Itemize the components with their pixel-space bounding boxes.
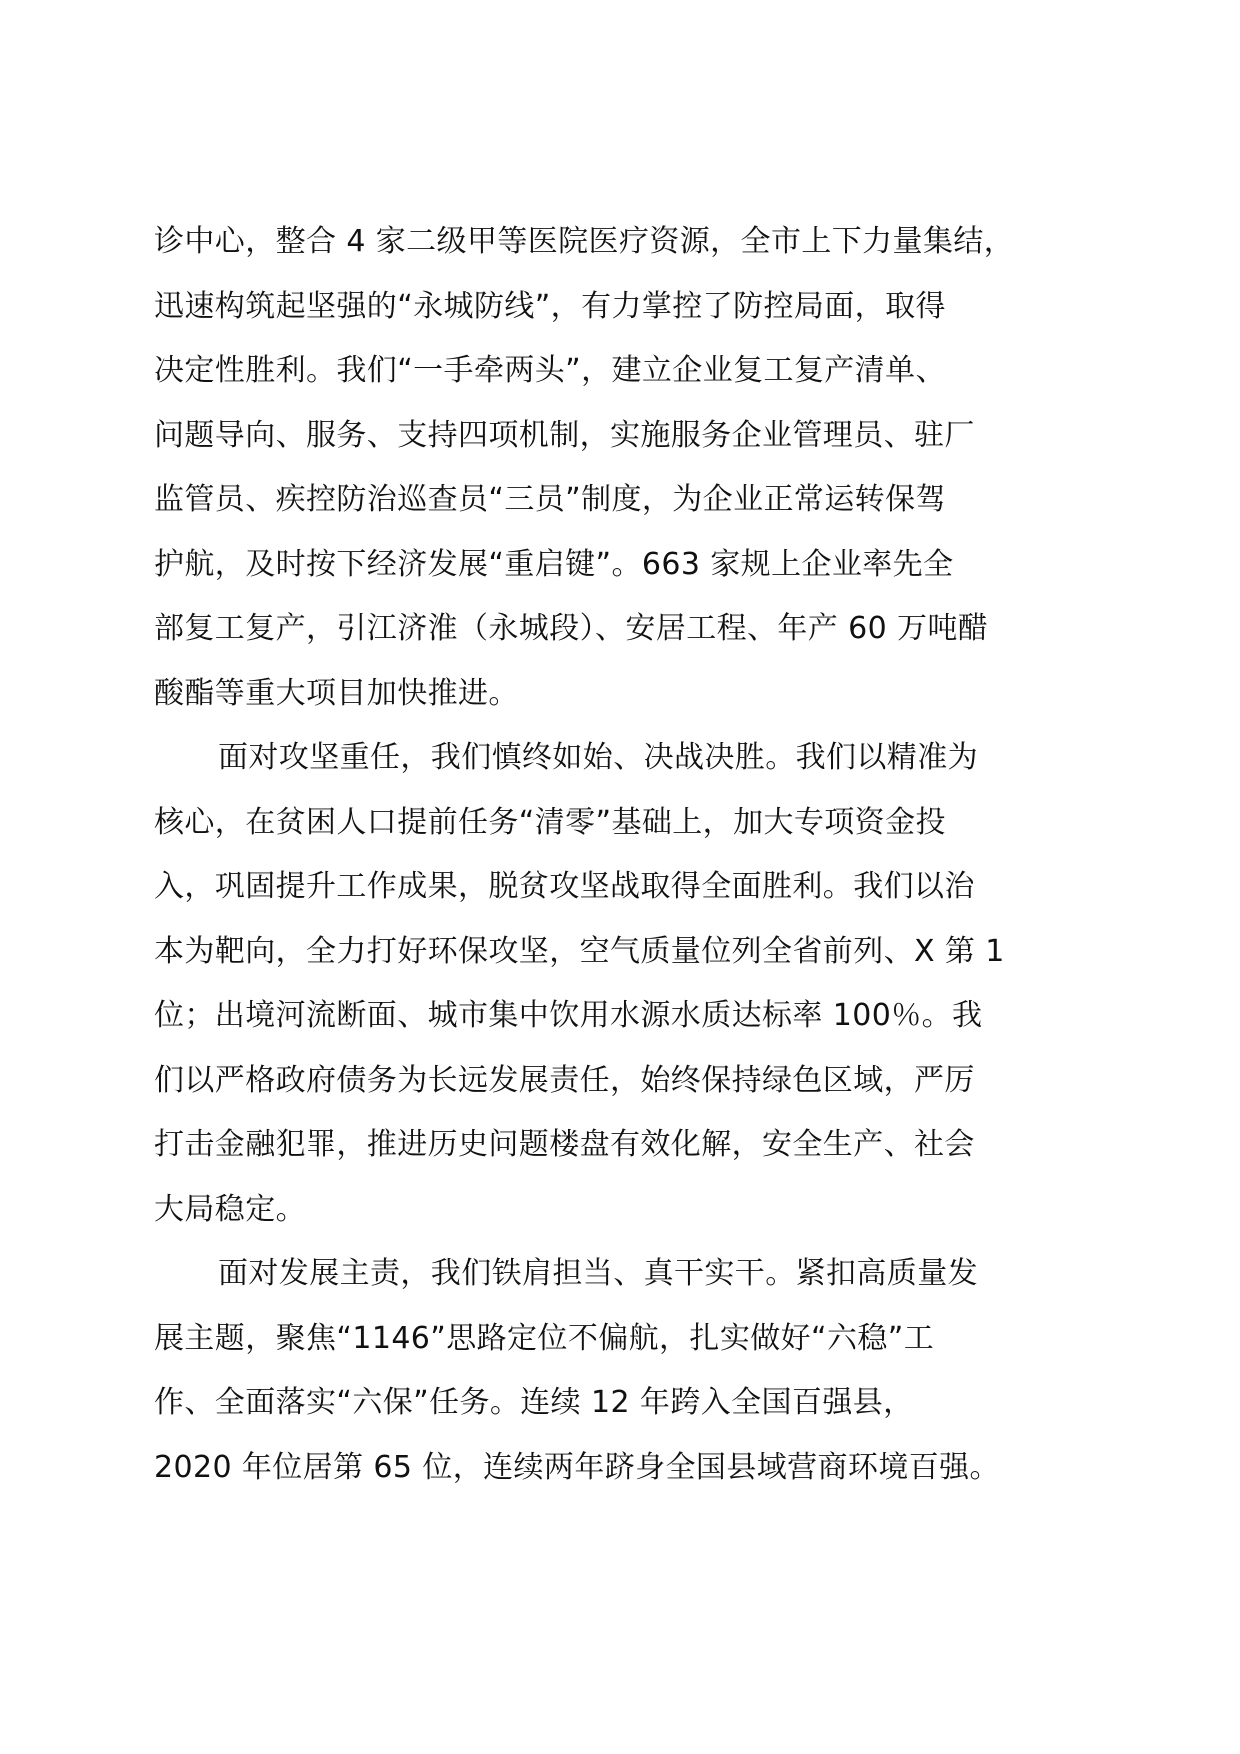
text-line-6: 护航，及时按下经济发展“重启键”。663 家规上企业率先全 bbox=[154, 546, 954, 582]
text-line-13: 位；出境河流断面、城市集中饮用水源水质达标率 100％。我 bbox=[154, 998, 983, 1033]
text-line-20: 2020 年位居第 65 位，连续两年跻身全国县域营商环境百强。 bbox=[154, 1449, 1000, 1485]
document-body bbox=[154, 210, 1094, 1500]
text-line-3: 决定性胜利。我们“一手牵两头”，建立企业复工复产清单、 bbox=[154, 353, 946, 388]
text-line-10: 核心，在贫困人口提前任务“清零”基础上，加大专项资金投 bbox=[154, 804, 946, 840]
text-line-16: 大局稳定。 bbox=[154, 1191, 306, 1227]
text-line-1: 诊中心，整合 4 家二级甲等医院医疗资源，全市上下力量集结， bbox=[154, 224, 1015, 259]
text-line-8: 酸酯等重大项目加快推进。 bbox=[154, 675, 519, 711]
text-line-4: 问题导向、服务、支持四项机制，实施服务企业管理员、驻厂 bbox=[154, 417, 975, 453]
paragraph-start-line-9: 面对攻坚重任，我们慎终如始、决战决胜。我们以精准为 bbox=[218, 740, 978, 775]
text-line-12: 本为靶向，全力打好环保攻坚，空气质量位列全省前列、X 第 1 bbox=[154, 933, 1005, 969]
text-line-15: 打击金融犯罪，推进历史问题楼盘有效化解，安全生产、社会 bbox=[154, 1127, 975, 1162]
text-line-14: 们以严格政府债务为长远发展责任，始终保持绿色区域，严厉 bbox=[154, 1062, 975, 1098]
text-line-19: 作、全面落实“六保”任务。连续 12 年跨入全国百强县， bbox=[154, 1385, 914, 1420]
text-line-2: 迅速构筑起坚强的“永城防线”，有力掌控了防控局面，取得 bbox=[154, 288, 946, 324]
text-line-7: 部复工复产，引江济淮（永城段）、安居工程、年产 60 万吨醋 bbox=[154, 611, 989, 646]
text-line-5: 监管员、疾控防治巡查员“三员”制度，为企业正常运转保驾 bbox=[154, 482, 946, 517]
text-line-18: 展主题，聚焦“1146”思路定位不偏航，扎实做好“六稳”工 bbox=[154, 1320, 935, 1356]
paragraph-start-line-17: 面对发展主责，我们铁肩担当、真干实干。紧扣高质量发 bbox=[218, 1256, 978, 1291]
text-line-11: 入，巩固提升工作成果，脱贫攻坚战取得全面胜利。我们以治 bbox=[154, 869, 975, 904]
